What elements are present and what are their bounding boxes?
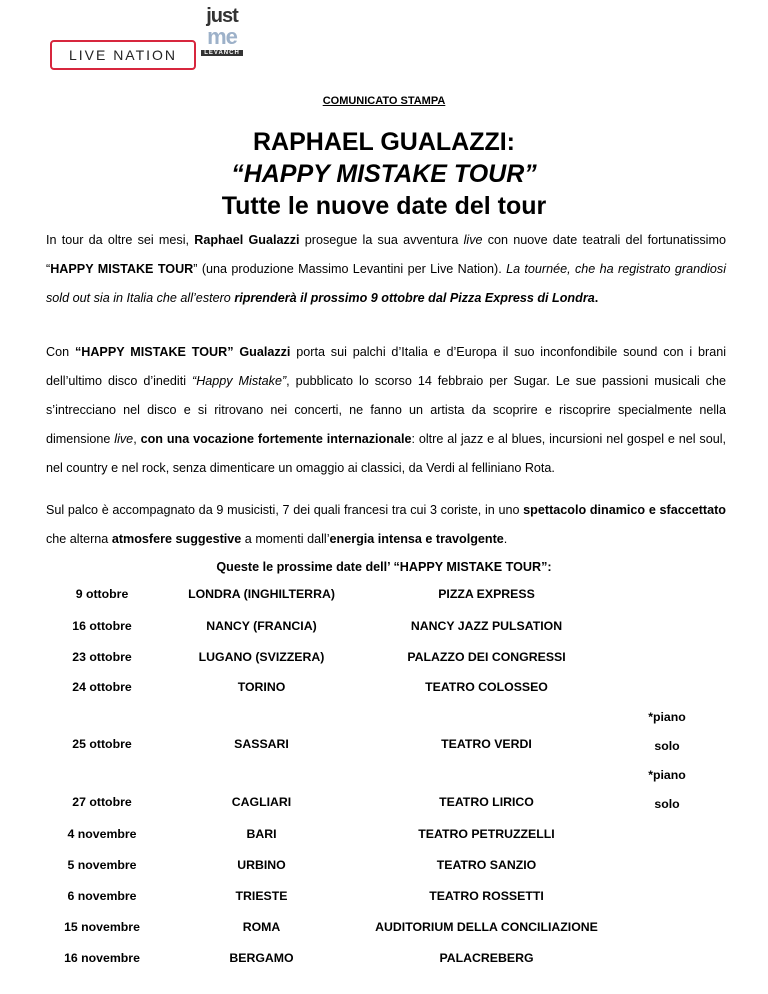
tour-dates-table	[46, 578, 726, 974]
venue-cell: PALACREBERG	[439, 951, 534, 965]
table-row	[46, 578, 726, 610]
table-row	[46, 942, 726, 974]
p2-text-c: porta sui palchi d’Italia e d’Europa il suo inconfondibile sound con i brani dell’ultimo disco d’inediti	[46, 345, 726, 388]
note-cell	[608, 578, 726, 610]
note-cell	[608, 818, 726, 849]
table-row	[46, 672, 726, 702]
city-cell: URBINO	[237, 857, 286, 872]
p3-energy: energia intensa e travolgente	[329, 532, 504, 546]
note-top: *piano	[648, 767, 686, 782]
p2-album-title: “Happy Mistake”	[192, 374, 287, 388]
just-me-logo-mid: me	[207, 24, 237, 49]
p3-text-e: a momenti dall’	[241, 532, 330, 546]
just-me-logo-top: just	[206, 5, 238, 27]
note-cell	[608, 849, 726, 880]
p2-text-a: Con	[46, 345, 75, 359]
table-row	[46, 818, 726, 849]
p1-artist-name: Raphael Gualazzi	[194, 233, 300, 247]
table-row	[46, 702, 726, 760]
table-row	[46, 911, 726, 942]
date-cell: 16 ottobre	[72, 618, 132, 633]
note-cell	[608, 760, 726, 818]
note-cell	[608, 702, 726, 760]
p1-text-e: con nuove date teatrali del fortunatissimo “	[46, 233, 726, 276]
paragraph-intro	[46, 226, 726, 313]
table-row	[46, 849, 726, 880]
venue-cell: PALAZZO DEI CONGRESSI	[407, 649, 566, 664]
p1-period: .	[594, 291, 599, 305]
live-nation-logo	[50, 40, 196, 70]
p2-text-e: , pubblicato lo scorso 14 febbraio per Sugar. Le sue passioni musicali che s’intrecciano nel disco e si ritrovano nei concerti, ne fanno un artista da scoprire e riscoprire specialmente nella dimensione	[46, 374, 726, 446]
note-top: *piano	[648, 709, 686, 724]
p1-text-c: prosegue la sua avventura	[299, 233, 464, 247]
venue-cell: TEATRO PETRUZZELLI	[418, 826, 555, 841]
p1-restart-text: riprenderà il prossimo 9 ottobre dal Pizza Express di Londra	[234, 291, 595, 305]
venue-cell: TEATRO SANZIO	[436, 857, 537, 872]
date-cell: 9 ottobre	[75, 587, 129, 601]
table-row	[46, 641, 726, 672]
p2-live: live	[114, 432, 134, 446]
venue-cell: TEATRO COLOSSEO	[425, 680, 548, 694]
city-cell: LUGANO (SVIZZERA)	[198, 649, 325, 664]
note-cell	[608, 641, 726, 672]
p1-tournee-text: La tournée, che ha registrato grandiosi sold out sia in Italia che all’estero	[46, 262, 726, 305]
p3-text-g: .	[503, 532, 508, 546]
city-cell: ROMA	[242, 919, 281, 934]
venue-cell: TEATRO LIRICO	[439, 795, 534, 809]
paragraph-stage	[46, 496, 726, 554]
date-cell: 4 novembre	[67, 826, 137, 841]
date-cell: 15 novembre	[64, 919, 140, 934]
date-cell: 27 ottobre	[72, 795, 132, 809]
venue-cell: AUDITORIUM DELLA CONCILIAZIONE	[375, 919, 598, 934]
city-cell: TORINO	[237, 680, 286, 694]
venue-cell: TEATRO VERDI	[441, 737, 532, 751]
venue-cell: NANCY JAZZ PULSATION	[410, 618, 563, 633]
p2-text-g: ,	[133, 432, 141, 446]
note-cell	[608, 610, 726, 641]
city-cell: CAGLIARI	[231, 795, 292, 809]
city-cell: LONDRA (INGHILTERRA)	[188, 587, 335, 601]
date-cell: 6 novembre	[67, 888, 137, 903]
table-row	[46, 880, 726, 911]
p2-tour-artist: “HAPPY MISTAKE TOUR” Gualazzi	[74, 345, 291, 359]
p3-atmosphere: atmosfere suggestive	[111, 532, 242, 546]
p1-live: live	[463, 233, 483, 247]
table-row	[46, 610, 726, 641]
note-bottom: solo	[654, 738, 680, 753]
p3-text-c: che alterna	[46, 532, 112, 546]
date-cell: 23 ottobre	[72, 649, 132, 664]
p3-show: spettacolo dinamico e sfaccettato	[523, 503, 727, 517]
title-line-3: Tutte le nuove date del tour	[221, 192, 547, 220]
p1-text-g: ” (una produzione Massimo Levantini per Live Nation).	[193, 262, 507, 276]
p1-tour-name: HAPPY MISTAKE TOUR	[50, 262, 194, 276]
just-me-logo	[201, 6, 243, 66]
title-line-1: RAPHAEL GUALAZZI:	[252, 128, 516, 156]
city-cell: TRIESTE	[235, 888, 288, 903]
title-line-2: “HAPPY MISTAKE TOUR”	[231, 160, 537, 188]
press-release-kicker: COMUNICATO STAMPA	[322, 95, 446, 107]
city-cell: NANCY (FRANCIA)	[206, 618, 317, 633]
note-cell	[608, 911, 726, 942]
note-cell	[608, 880, 726, 911]
just-me-logo-bottom: LEVANCH	[201, 50, 243, 56]
date-cell: 25 ottobre	[72, 737, 132, 751]
date-cell: 5 novembre	[67, 857, 137, 872]
city-cell: BERGAMO	[229, 951, 294, 965]
p2-text-i: : oltre al jazz e al blues, incursioni nel gospel e nel soul, nel country e nel rock, senza dimenticare un omaggio ai classici, da Verdi al felliniano Rota.	[46, 432, 727, 475]
note-cell	[608, 942, 726, 974]
note-bottom: solo	[654, 796, 680, 811]
date-cell: 16 novembre	[64, 951, 140, 965]
live-nation-logo-text: LIVE NATION	[68, 47, 178, 63]
p2-international: con una vocazione fortemente internazionale	[140, 432, 412, 446]
venue-cell: PIZZA EXPRESS	[438, 587, 535, 601]
p1-text-a: In tour da oltre sei mesi,	[46, 233, 195, 247]
table-row	[46, 760, 726, 818]
dates-heading: Queste le prossime date dell’ “HAPPY MISTAKE TOUR”:	[216, 560, 552, 574]
paragraph-sound	[46, 338, 726, 483]
city-cell: BARI	[246, 826, 277, 841]
note-cell	[608, 672, 726, 702]
p3-text-a: Sul palco è accompagnato da 9 musicisti, 7 dei quali francesi tra cui 3 coriste, in uno	[46, 503, 524, 517]
venue-cell: TEATRO ROSSETTI	[429, 888, 544, 903]
city-cell: SASSARI	[234, 737, 289, 751]
date-cell: 24 ottobre	[72, 680, 132, 694]
